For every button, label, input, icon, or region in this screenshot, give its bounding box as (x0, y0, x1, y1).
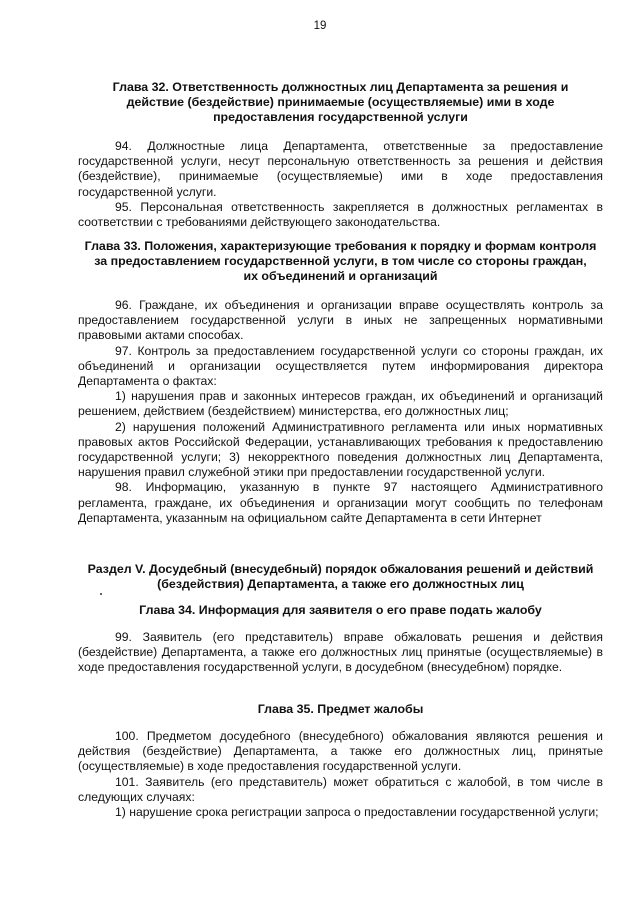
chapter-32-heading (78, 80, 603, 126)
paragraph-95: 95. Персональная ответственность закрепляется в должностных регламентах в соответствии с требованиями действующего законодательства. (78, 199, 603, 230)
heading-line: за предоставлением государственной услуги, в том числе со стороны граждан, (94, 254, 587, 269)
heading-line: их объединений и организаций (243, 269, 438, 284)
paragraph-96: 96. Граждане, их объединения и организации вправе осуществлять контроль за предоставлением государственной услуги в иных не запрещенных нормативными правовыми актами способах. (78, 298, 603, 343)
paragraph-101: 101. Заявитель (его представитель) может обратиться с жалобой, в том числе в следующих случаях: (78, 774, 603, 804)
paragraph-100: 100. Предметом досудебного (внесудебного) обжалования являются решения и действия (бездействие) Департамента, а также его должностных лиц, принятые (осуществляемые) в ходе предоставления государственной услуги. (78, 729, 603, 774)
chapter-32-body (78, 139, 603, 230)
heading-line: предоставления государственной услуги (213, 110, 468, 125)
chapter-35-heading (78, 702, 603, 717)
heading-line: действие (бездействие) принимаемые (осуществляемые) ими в ходе (126, 95, 555, 110)
heading-line: Раздел V. Досудебный (внесудебный) порядок обжалования решений и действий (87, 562, 594, 576)
paragraph-97: 97. Контроль за предоставлением государственной услуги со стороны граждан, их объединений и организации осуществляется путем информирования директора Департамента о фактах: (78, 343, 603, 389)
chapter-34-heading (78, 603, 603, 618)
paragraph-98: 98. Информацию, указанную в пункте 97 настоящего Административного регламента, граждане, их объединения и организации могут сообщить по телефонам Департамента, указанным на официальном сайте Департамента в сети Интернет (78, 480, 603, 525)
heading-line: Глава 35. Предмет жалобы (257, 702, 424, 716)
heading-line: Глава 32. Ответственность должностных лиц Департамента за решения и (112, 80, 569, 94)
paragraph-99: 99. Заявитель (его представитель) вправе обжаловать решения и действия (бездействие) Департамента, а также его должностных лиц принятые (осуществляемые) в ходе предоставления государственной услуги, в досудебном (внесудебном) порядке. (78, 630, 603, 675)
page-number: 19 (313, 20, 327, 32)
paragraph-101-item-1: 1) нарушение срока регистрации запроса о предоставлении государственной услуги; (115, 805, 599, 820)
section-5-heading (78, 562, 603, 592)
stray-mark (100, 593, 102, 595)
paragraph-97-item-2: 2) нарушения положений Административного регламента или иных нормативных правовых актов Российской Федерации, устанавливающих требования к предоставлению государственной услуги; 3) некорректного поведения должностных лиц Департамента, нарушения правил служебной этики при предоставлении государственной услуги. (78, 419, 603, 480)
heading-line: Глава 34. Информация для заявителя о его праве подать жалобу (139, 603, 542, 617)
paragraph-97-item-1: 1) нарушения прав и законных интересов граждан, их объединений и организаций решением, действием (бездействием) министерства, его должностных лиц; (78, 389, 603, 419)
paragraph-94: 94. Должностные лица Департамента, ответственные за предоставление государственной услуги, несут персональную ответственность за решения и действия (бездействие), принимаемые (осуществляемые) ими в ходе предоставления государственной услуги. (78, 139, 603, 199)
chapter-34-body (78, 630, 603, 676)
chapter-33-body (78, 298, 603, 526)
heading-line: Глава 33. Положения, характеризующие требования к порядку и формам контроля (84, 239, 597, 253)
heading-line: (бездействия) Департамента, а также его должностных лиц (157, 577, 524, 592)
chapter-33-heading (78, 239, 603, 285)
chapter-35-body (78, 729, 603, 820)
